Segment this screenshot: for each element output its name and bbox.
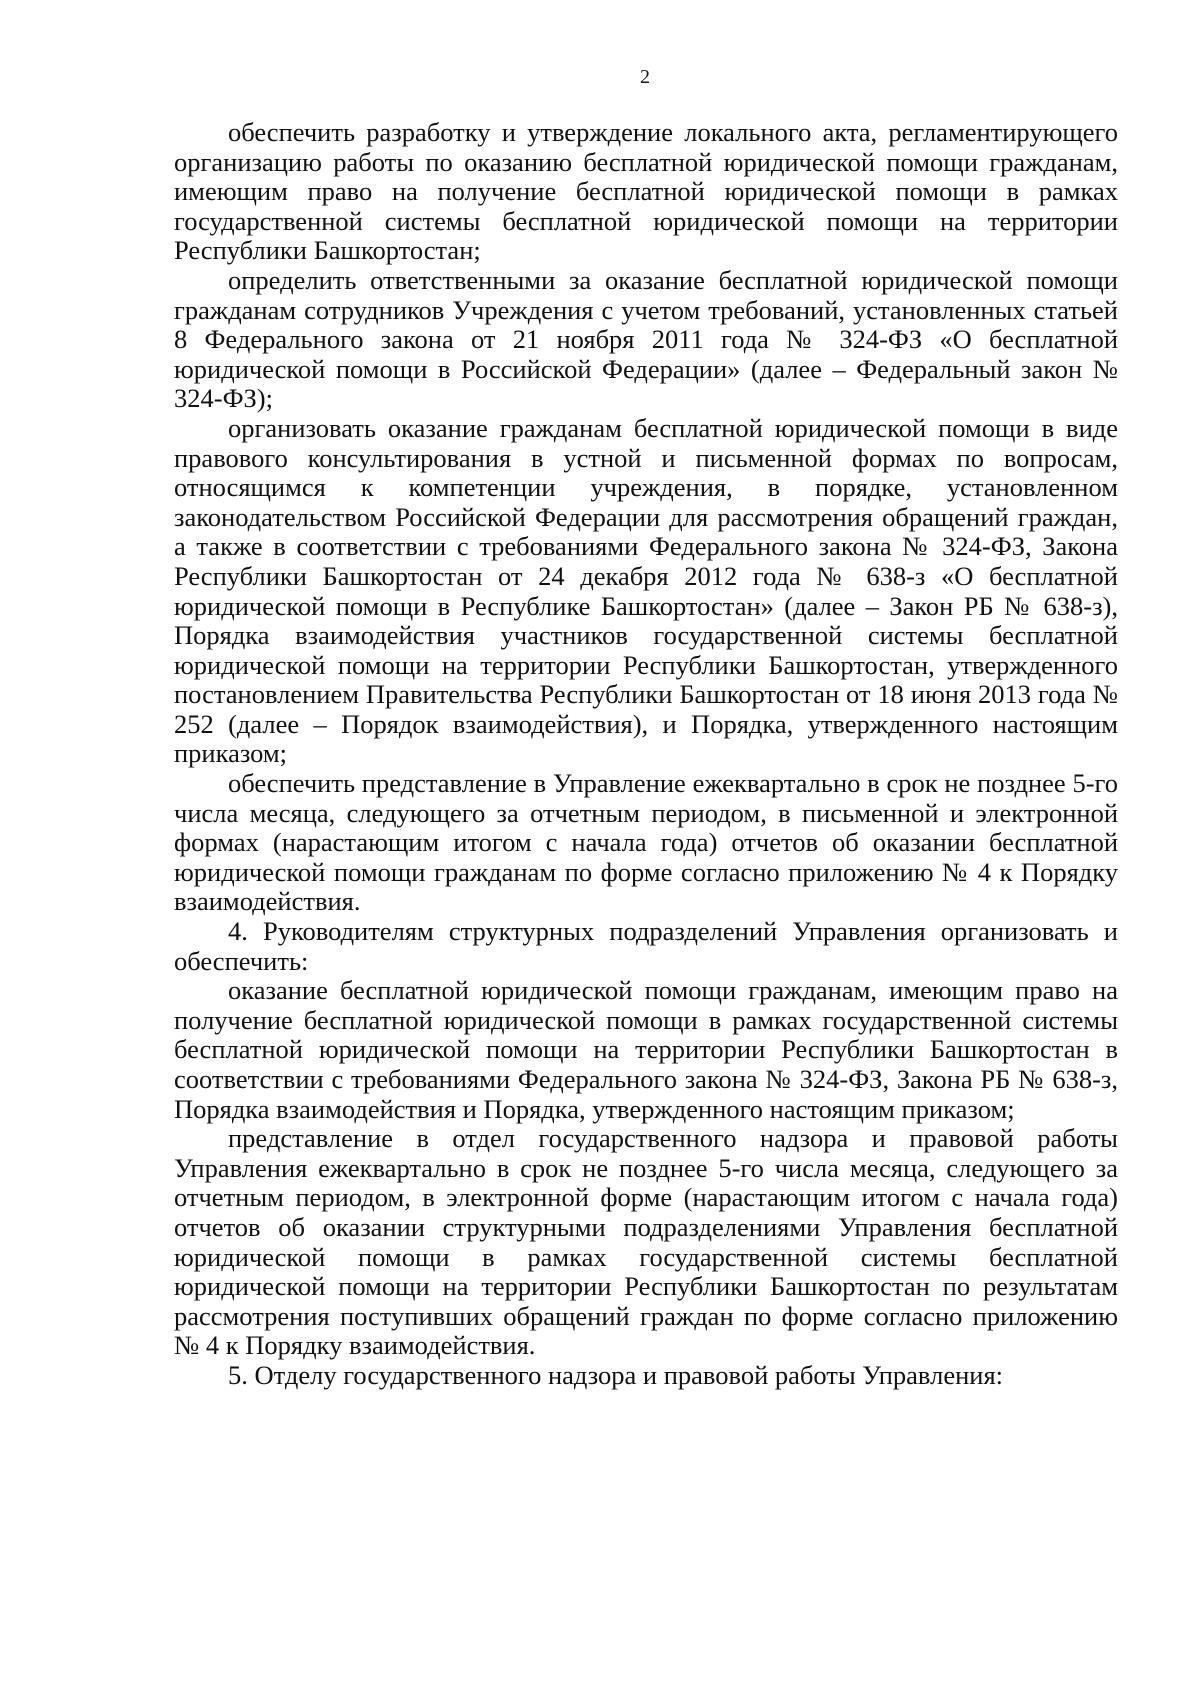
paragraph-provide-legal-aid: оказание бесплатной юридической помощи гражданам, имеющим право на получение бесплатной юридической помощи в рамках государственной системы бесплатной юридической помощи на территории Республики Башкортостан в соответствии с требованиями Федерального закона № 324-ФЗ, Закона РБ № 638-з, Порядка взаимодействия и Порядка, утвержденного настоящим приказом; — [174, 975, 1118, 1124]
paragraph-item-4-heads: 4. Руководителям структурных подразделений Управления организовать и обеспечить: — [174, 916, 1118, 976]
document-body — [174, 118, 1118, 1391]
paragraph-develop-local-act: обеспечить разработку и утверждение локального акта, регламентирующего организацию работы по оказанию бесплатной юридической помощи гражданам, имеющим право на получение бесплатной юридической помощи в рамках государственной системы бесплатной юридической помощи на территории Республики Башкортостан; — [174, 117, 1118, 266]
paragraph-assign-responsible: определить ответственными за оказание бесплатной юридической помощи гражданам сотрудников Учреждения с учетом требований, установленных статьей 8 Федерального закона от 21 ноября 2011 года № 324-ФЗ «О бесплатной юридической помощи в Российской Федерации» (далее – Федеральный закон № 324-ФЗ); — [174, 264, 1118, 414]
paragraph-item-5-department: 5. Отделу государственного надзора и правовой работы Управления: — [228, 1359, 1003, 1390]
page-number: 2 — [640, 66, 650, 88]
paragraph-submit-reports: представление в отдел государственного надзора и правовой работы Управления ежеквартально в срок не позднее 5-го числа месяца, следующего за отчетным периодом, в электронной форме (нарастающим итогом с начала года) отчетов об оказании структурными подразделениями Управления бесплатной юридической помощи в рамках государственной системы бесплатной юридической помощи на территории Республики Башкортостан по результатам рассмотрения поступивших обращений граждан по форме согласно приложению № 4 к Порядку взаимодействия. — [174, 1123, 1118, 1361]
paragraph-organize-legal-aid: организовать оказание гражданам бесплатной юридической помощи в виде правового консультирования в устной и письменной формах по вопросам, относящимся к компетенции учреждения, в порядке, установленном законодательством Российской Федерации для рассмотрения обращений граждан, а также в соответствии с требованиями Федерального закона № 324-ФЗ, Закона Республики Башкортостан от 24 декабря 2012 года № 638-з «О бесплатной юридической помощи в Республике Башкортостан» (далее – Закон РБ № 638-з), Порядка взаимодействия участников государственной системы бесплатной юридической помощи на территории Республики Башкортостан, утвержденного постановлением Правительства Республики Башкортостан от 18 июня 2013 года № 252 (далее – Порядок взаимодействия), и Порядка, утвержденного настоящим приказом; — [174, 412, 1118, 769]
paragraph-quarterly-reports: обеспечить представление в Управление ежеквартально в срок не позднее 5-го числа месяца, следующего за отчетным периодом, в письменной и электронной формах (нарастающим итогом с начала года) отчетов об оказании бесплатной юридической помощи гражданам по форме согласно приложению № 4 к Порядку взаимодействия. — [174, 768, 1118, 917]
